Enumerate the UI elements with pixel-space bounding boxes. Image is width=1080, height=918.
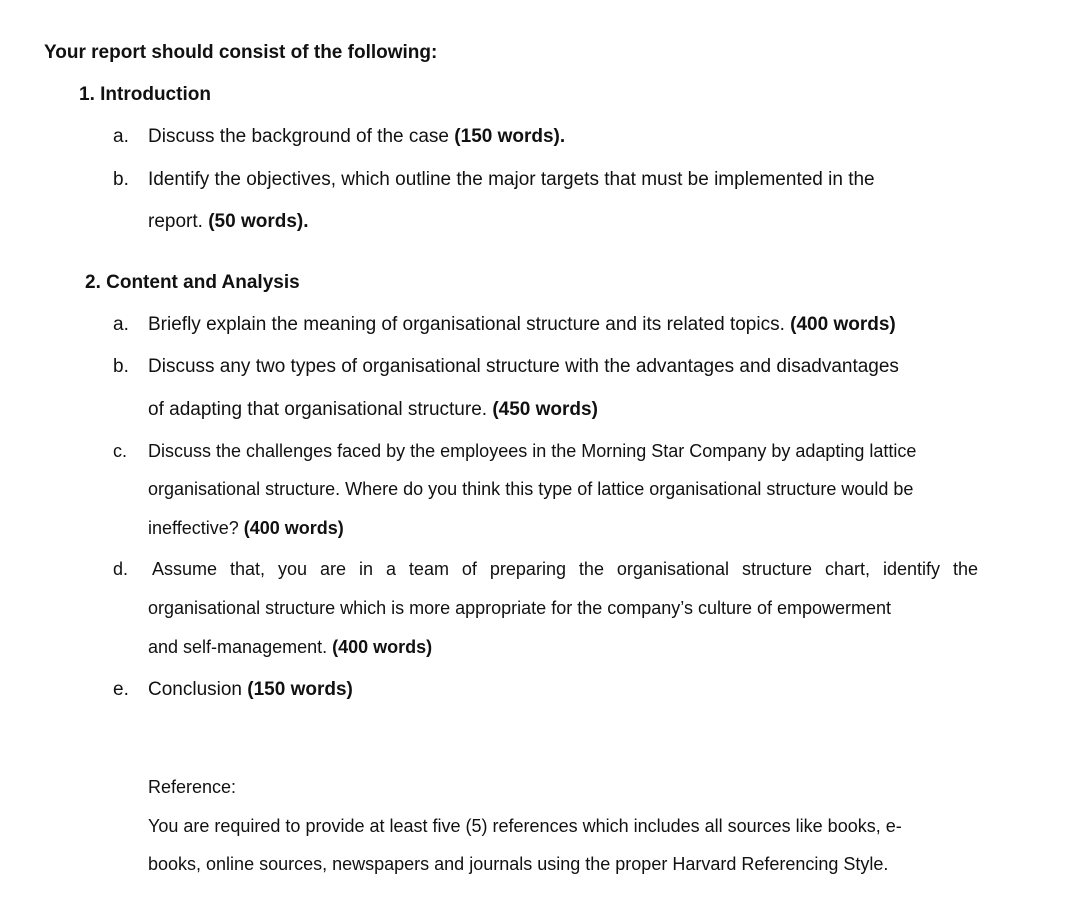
s1-item-a-wordcount: (150 words). [454, 126, 566, 147]
s2-item-d-text-3: and self-management. [148, 637, 333, 657]
s2-item-b-text-2: of adapting that organisational structure. [148, 399, 493, 420]
s2-item-c-text-3: ineffective? [148, 518, 244, 538]
s2-item-c-line-3 [148, 516, 344, 540]
s2-item-e-marker: e. [113, 679, 129, 700]
s2-item-d-text-1: Assume that, you are in a team of preparing the organisational structure chart, identify the [152, 559, 978, 579]
s2-item-c-wordcount: (400 words) [243, 518, 344, 538]
s1-item-b-wordcount: (50 words). [208, 211, 309, 232]
s2-item-c-marker: c. [113, 441, 128, 461]
s1-item-a-marker: a. [113, 126, 129, 147]
section-1-heading: 1. Introduction [79, 84, 211, 105]
s2-item-b-line-1 [148, 355, 899, 379]
s2-item-a-marker: a. [113, 314, 129, 335]
reference-line-2 [148, 852, 888, 876]
s2-item-b-line-2 [148, 398, 598, 422]
report-title: Your report should consist of the following: [44, 42, 438, 63]
s1-item-b-marker: b. [113, 169, 129, 190]
s2-item-d-line-2 [148, 596, 891, 620]
s2-item-d-text-2: organisational structure which is more appropriate for the company’s culture of empowerment [148, 598, 892, 618]
s2-item-c-line-2 [148, 477, 913, 501]
s2-item-a-line-1 [148, 313, 896, 337]
reference-label: Reference: [148, 777, 237, 797]
s1-item-b-line-1 [148, 168, 875, 192]
s1-item-b-text-2: report. [148, 211, 209, 232]
s2-item-b-marker: b. [113, 356, 129, 377]
reference-line-1 [148, 814, 902, 838]
reference-text-1: You are required to provide at least five (5) references which includes all sources like books, e- [148, 816, 902, 836]
s1-item-a-text: Discuss the background of the case [148, 126, 455, 147]
s2-item-d-wordcount: (400 words) [332, 637, 433, 657]
s1-item-a-line-1 [148, 125, 565, 149]
s2-item-e-wordcount: (150 words) [247, 679, 353, 700]
reference-text-2: books, online sources, newspapers and journals using the proper Harvard Referencing Style. [148, 854, 889, 874]
s2-item-d-marker: d. [113, 559, 129, 579]
section-2-heading: 2. Content and Analysis [85, 272, 300, 293]
s2-item-c-text-2: organisational structure. Where do you think this type of lattice organisational structure would be [148, 479, 914, 499]
s1-item-b-text-1: Identify the objectives, which outline the major targets that must be implemented in the [148, 169, 875, 190]
s2-item-d-line-3 [148, 635, 432, 659]
s2-item-b-text-1: Discuss any two types of organisational structure with the advantages and disadvantages [148, 356, 899, 377]
s2-item-e-text: Conclusion [148, 679, 248, 700]
s1-item-b-line-2 [148, 210, 309, 234]
s2-item-c-text-1: Discuss the challenges faced by the employees in the Morning Star Company by adapting lattice [148, 441, 917, 461]
s2-item-c-line-1 [148, 439, 916, 463]
s2-item-a-text: Briefly explain the meaning of organisational structure and its related topics. [148, 314, 791, 335]
s2-item-e-line-1 [148, 678, 353, 702]
s2-item-a-wordcount: (400 words) [790, 314, 896, 335]
s2-item-b-wordcount: (450 words) [492, 399, 598, 420]
s2-item-d-line-1 [152, 557, 978, 581]
